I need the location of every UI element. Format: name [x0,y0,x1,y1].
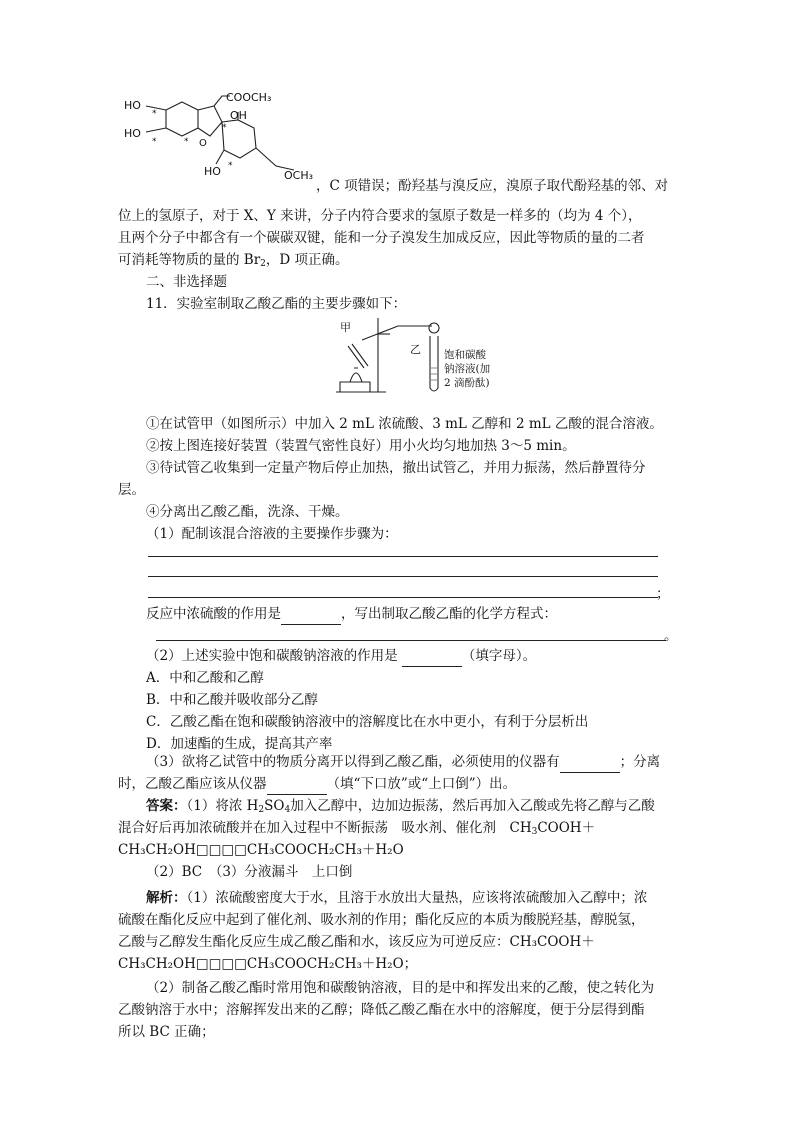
och3-label: OCH₃ [284,169,314,182]
answer-line1 [146,796,655,820]
part-1-prompt: （1）配制该混合溶液的主要操作步骤为： [146,526,398,542]
analysis-line3: 乙酸与乙醇发生酯化反应生成乙酸乙酯和水，该反应为可逆反应：CH₃COOH＋ [118,934,595,950]
answer-line-2[interactable] [148,576,658,577]
answer-line2 [118,818,595,842]
delivery-tube [362,326,432,340]
option-d: D．加速酯的生成，提高其产率 [146,736,333,752]
chiral-star-5: * [228,161,233,171]
option-c: C．乙酸乙酯在饱和碳酸钠溶液中的溶解度比在水中更小，有利于分层析出 [146,714,589,730]
equation-period: 。 [664,628,678,644]
answer-l2-sub: 3 [531,827,538,837]
answer-l2-a: 混合好后再加浓硫酸并在加入过程中不断振荡 吸水剂、催化剂 CH [118,820,532,836]
ring-oxygen-label: O [199,138,207,149]
ho-bottom-label: HO [124,127,141,140]
blank-part-2[interactable] [402,646,462,667]
analysis-cd-line2: 位上的氢原子，对于 X、Y 来讲，分子内符合要求的氢原子数是一样多的（均为 4 个）， [118,208,642,224]
step-4: ④分离出乙酸乙酯，洗涤、干燥。 [146,504,349,520]
analysis-cd-line3: 且两个分子中都含有一个碳碳双键，能和一分子溴发生加成反应，因此等物质的量的二者 [118,230,645,246]
answer-l1-c: 加入乙醇中，边加边振荡，然后再加入乙酸或先将乙醇与乙酸 [290,798,655,814]
tube-a-label: 甲 [340,321,351,334]
part-2 [146,646,536,667]
analysis-line1 [146,888,647,908]
part-3-text: （3）欲将乙试管中的物质分离开以得到乙酸乙酯，必须使用的仪器有 [146,754,560,770]
chiral-star-4: * [222,123,227,133]
br2-subscript: 2 [260,259,266,269]
ho-lower-label: HO [204,165,221,178]
part-3-tail: ；分离 [619,754,661,770]
ring-left [166,102,198,136]
step-3-cont: 层。 [118,482,145,498]
answer-line-1[interactable] [148,556,658,557]
analysis-cd-line4-text: 可消耗等物质的量的 Br [118,252,261,268]
tube-b-label: 乙 [410,343,421,356]
answer-sub-1: 2 [258,805,265,815]
analysis-l1-text: （1）浓硫酸密度大于水，且溶于水放出大量热，应该将浓硫酸加入乙醇中；浓 [186,890,648,906]
part-3b-tail: （填“下口放”或“上口倒”）出。 [326,776,517,792]
solution-label-2: 钠溶液(加 [444,363,491,375]
option-b: B．中和乙酸并吸收部分乙醇 [146,692,318,708]
ring-furan [198,106,222,136]
analysis-cd-line4-tail: ，D 项正确。 [265,252,349,268]
analysis-line6: 乙酸钠溶于水中；溶解挥发出来的乙醇；降低乙酸乙酯在水中的溶解度，便于分层得到酯 [118,1002,645,1018]
stand-base [336,382,374,392]
answer-label: 答案： [146,798,187,814]
option-a: A．中和乙酸和乙醇 [146,670,264,686]
answer-l1-a: （1）将浓 H [186,798,259,814]
analysis-line4: CH₃CH₂OH□□□□CH₃COOCH₂CH₃＋H₂O； [118,956,418,972]
answer-line-3[interactable] [148,597,658,598]
tube-b [430,336,438,391]
answer-equation: CH₃CH₂OH□□□□CH₃COOCH₂CH₃＋H₂O [118,842,404,858]
part-3-cont [118,774,516,795]
burner [350,368,362,382]
equation-answer-line[interactable] [156,640,666,641]
answer-sub-2: 4 [284,805,291,815]
bulb [429,323,439,333]
oh-right-label: OH [230,109,247,122]
cooch3-label: COOCH₃ [226,91,272,104]
answer-line4: （2）BC （3）分液漏斗 上口倒 [146,864,353,880]
step-1: ①在试管甲（如图所示）中加入 2 mL 浓硫酸、3 mL 乙醇和 2 mL 乙酸的混合溶液。 [146,416,663,432]
answer-l1-b: SO [264,798,285,814]
solution-label-1: 饱和碳酸 [444,349,486,361]
part-2-tail: （填字母）。 [461,648,537,664]
part-1b [146,604,557,625]
analysis-cd-line4 [118,250,349,274]
part-3b-text: 时，乙酸乙酯应该从仪器 [118,776,267,792]
analysis-line5: （2）制备乙酸乙酯时常用饱和碳酸钠溶液，目的是中和挥发出来的乙酸，使之转化为 [146,980,655,996]
chiral-star-3: * [184,137,189,147]
chiral-star-2: * [152,137,157,147]
blank-sulfuric-role[interactable] [281,604,341,625]
tube-a [348,344,368,368]
analysis-line7: 所以 BC 正确； [118,1024,215,1040]
answer-l2-b: COOH＋ [537,820,596,836]
step-3: ③待试管乙收集到一定量产物后停止加热，撤出试管乙，并用力振荡，然后静置待分 [146,460,646,476]
part-1b-text: 反应中浓硫酸的作用是 [146,606,281,622]
answer-semicolon: ； [656,586,670,602]
analysis-cd-line1: ，C 项错误；酚羟基与溴反应，溴原子取代酚羟基的邻、对 [316,178,669,194]
solution-label-3: 2 滴酚酞) [444,377,490,389]
stand-rod [372,318,386,392]
part-1b-tail: ，写出制取乙酸乙酯的化学方程式： [341,606,557,622]
section-heading: 二、非选择题 [146,274,227,290]
question-11-stem: 11．实验室制取乙酸乙酯的主要步骤如下： [146,296,407,312]
blank-outlet[interactable] [267,774,327,795]
blank-instrument[interactable] [560,752,620,773]
analysis-line2: 硫酸在酯化反应中起到了催化剂、吸水剂的作用；酯化反应的本质为酸脱羟基，醇脱氢， [118,912,645,928]
chiral-star-1: * [152,109,157,119]
ho-top-label: HO [124,99,141,112]
step-2: ②按上图连接好装置（装置气密性良好）用小火均匀地加热 3～5 min。 [146,438,576,454]
part-3 [146,752,660,773]
part-2-text: （2）上述实验中饱和碳酸钠溶液的作用是 [146,648,398,664]
analysis-label: 解析： [146,890,187,906]
